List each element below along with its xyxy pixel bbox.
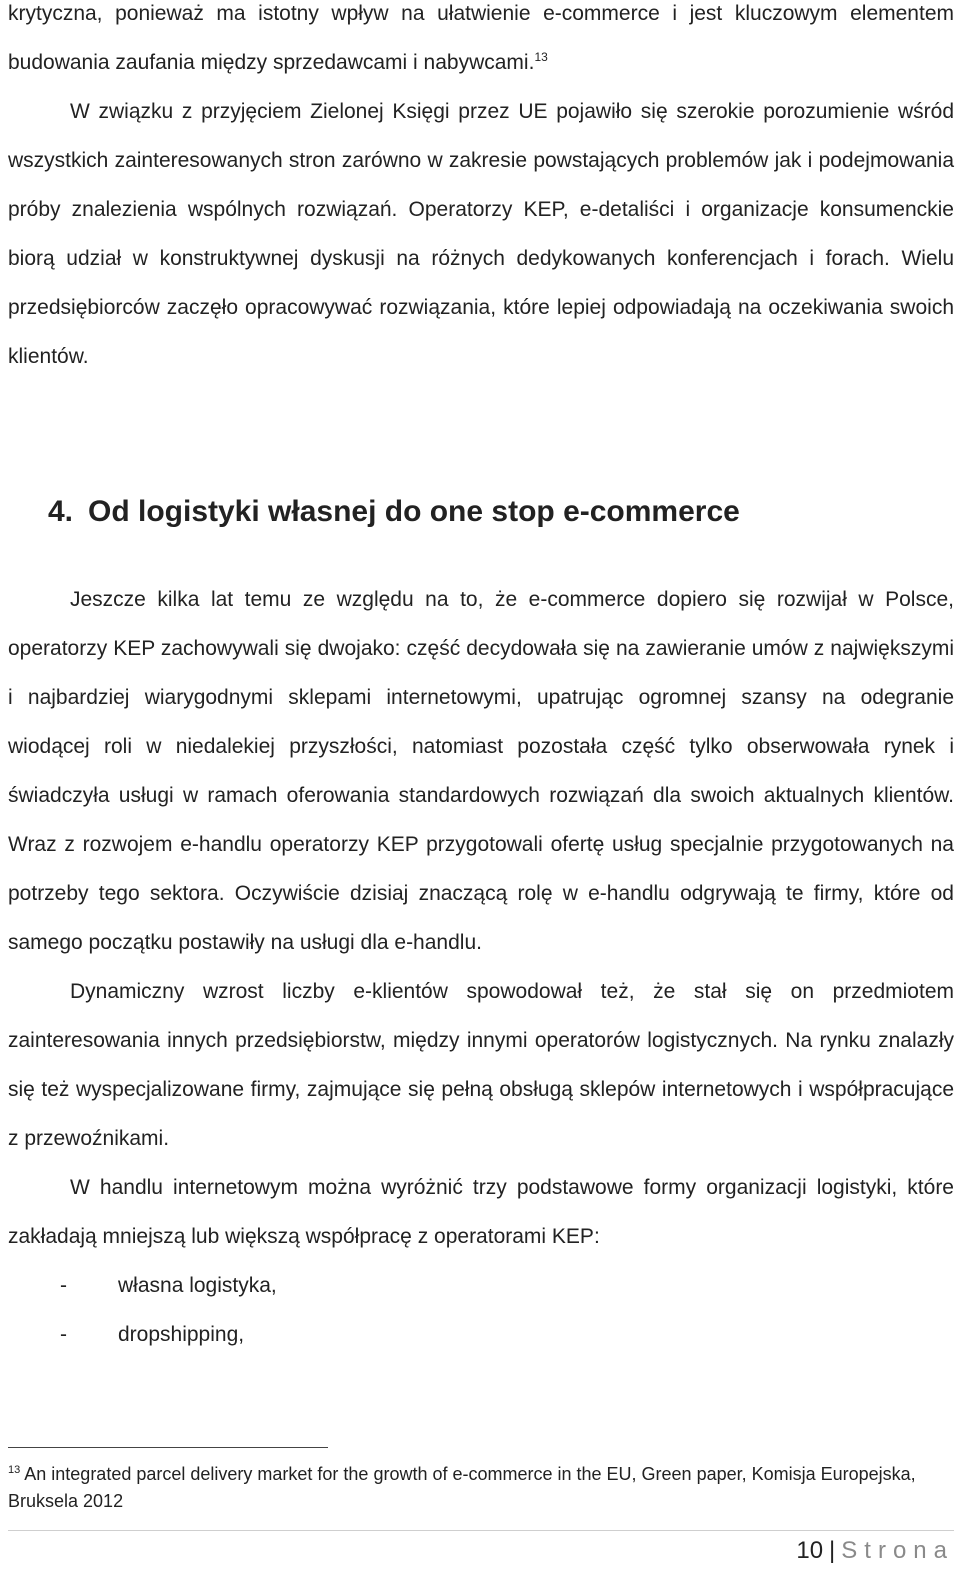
section-body [8, 575, 954, 1359]
paragraph-history: Jeszcze kilka lat temu ze względu na to, że e-commerce dopiero się rozwijał w Polsce, operatorzy KEP zachowywali się dwojako: część decydowała się na zawieranie umów z największymi i najbardziej wiarygodnymi sklepami internetowymi, upatrując ogromnej szansy na odegranie wiodącej roli w niedalekiej przyszłości, natomiast pozostała część tylko obserwowała rynek i świadczyła usługi w ramach oferowania standardowych rozwiązań dla swoich aktualnych klientów. Wraz z rozwojem e-handlu operatorzy KEP przygotowali ofertę usług specjalnie przygotowanych na potrzeby tego sektora. Oczywiście dzisiaj znaczącą rolę w e-handlu odgrywają te firmy, które od samego początku postawiły na usługi dla e-handlu. [8, 588, 954, 954]
footnote [8, 1461, 954, 1515]
list-item-text: własna logistyka, [118, 1274, 277, 1297]
section-number: 4. [48, 495, 74, 528]
footer-separator: | [829, 1537, 836, 1564]
page-label: Strona [841, 1537, 954, 1564]
footnote-number: 13 [8, 1464, 21, 1476]
list-item [8, 1261, 954, 1310]
list-marker: - [60, 1274, 67, 1297]
page-number: 10 [796, 1537, 824, 1564]
list-item-text: dropshipping, [118, 1323, 245, 1346]
paragraph-forms: W handlu internetowym można wyróżnić trzy podstawowe formy organizacji logistyki, które zakładają mniejszą lub większą współpracę z operatorami KEP: [8, 1176, 954, 1248]
logistics-forms-list [8, 1261, 954, 1359]
footnote-text: An integrated parcel delivery market for the growth of e-commerce in the EU, Green paper, Komisja Europejska, Bruksela 2012 [8, 1464, 916, 1511]
footer-divider [8, 1530, 954, 1531]
document-page [8, 0, 954, 1511]
list-item [8, 1310, 954, 1359]
paragraph-text: krytyczna, ponieważ ma istotny wpływ na ułatwienie e-commerce i jest kluczowym elementem budowania zaufania między sprzedawcami i nabywcami. [8, 2, 954, 74]
list-marker: - [60, 1323, 67, 1346]
section-title: Od logistyki własnej do one stop e-commerce [88, 495, 740, 528]
footnote-divider [8, 1447, 328, 1448]
footnote-reference[interactable]: 13 [534, 50, 548, 64]
paragraph-green-paper: W związku z przyjęciem Zielonej Księgi przez UE pojawiło się szerokie porozumienie wśród wszystkich zainteresowanych stron zarówno w zakresie powstających problemów jak i podejmowania próby znalezienia wspólnych rozwiązań. Operatorzy KEP, e-detaliści i organizacje konsumenckie biorą udział w konstruktywnej dyskusji na różnych dedykowanych konferencjach i forach. Wielu przedsiębiorców zaczęło opracowywać rozwiązania, które lepiej odpowiadają na oczekiwania swoich klientów. [8, 100, 954, 368]
paragraph-growth: Dynamiczny wzrost liczby e-klientów spowodował też, że stał się on przedmiotem zainteresowania innych przedsiębiorstw, między innymi operatorów logistycznych. Na rynku znalazły się też wyspecjalizowane firmy, zajmujące się pełną obsługą sklepów internetowych i współpracujące z przewoźnikami. [8, 980, 954, 1150]
page-footer [796, 1534, 954, 1568]
paragraph-intro-continued [8, 0, 954, 87]
section-heading [48, 492, 740, 532]
